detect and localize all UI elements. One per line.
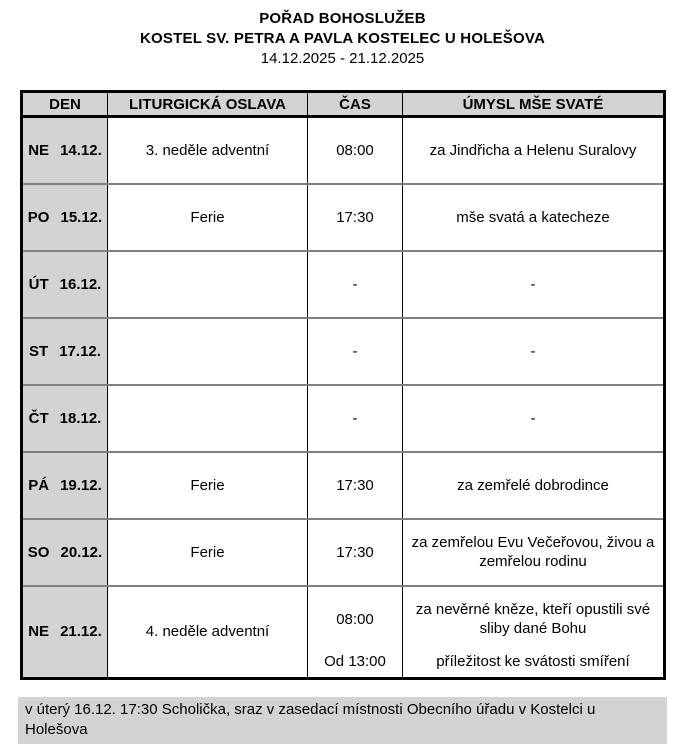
footer-note: v úterý 16.12. 17:30 Scholička, sraz v zasedací místnosti Obecního úřadu v Kostelci u Holešova <box>18 697 667 744</box>
day-cell <box>22 117 108 184</box>
mass-schedule-table <box>20 90 666 680</box>
time-cell: 17:30 <box>308 452 403 519</box>
day-abbr: PÁ <box>28 476 50 494</box>
day-cell <box>22 385 108 452</box>
intention-cell: - <box>403 318 665 385</box>
celebration-cell <box>108 318 308 385</box>
time-cell <box>308 586 403 679</box>
intention-cell: - <box>403 385 665 452</box>
col-header-celebration: LITURGICKÁ OSLAVA <box>108 92 308 117</box>
col-header-day: DEN <box>22 92 108 117</box>
table-row <box>22 519 665 586</box>
time-morning: 08:00 <box>336 610 374 628</box>
day-date: 19.12. <box>60 476 102 494</box>
celebration-cell: Ferie <box>108 184 308 251</box>
day-date: 20.12. <box>60 543 103 561</box>
celebration-cell <box>108 385 308 452</box>
celebration-cell: Ferie <box>108 452 308 519</box>
intention-cell <box>403 586 665 679</box>
day-date: 17.12. <box>59 342 101 360</box>
col-header-time: ČAS <box>308 92 403 117</box>
day-abbr: ÚT <box>28 275 49 293</box>
celebration-cell <box>108 251 308 318</box>
day-abbr: PO <box>27 208 50 226</box>
day-date: 18.12. <box>59 409 102 427</box>
day-abbr: NE <box>28 141 50 159</box>
celebration-cell: 4. neděle adventní <box>108 586 308 679</box>
table-row <box>22 184 665 251</box>
day-abbr: ČT <box>28 409 49 427</box>
celebration-cell: 3. neděle adventní <box>108 117 308 184</box>
day-date: 14.12. <box>60 141 102 159</box>
celebration-cell: Ferie <box>108 519 308 586</box>
day-cell <box>22 519 108 586</box>
table-row <box>22 385 665 452</box>
intention-morning: za nevěrné kněze, kteří opustili své sliby dané Bohu <box>415 601 651 637</box>
day-cell <box>22 184 108 251</box>
day-abbr: SO <box>27 543 50 561</box>
day-cell <box>22 452 108 519</box>
document-header <box>0 0 685 69</box>
intention-afternoon: příležitost ke svátosti smíření <box>436 652 630 670</box>
page-title: POŘAD BOHOSLUŽEB <box>259 10 426 27</box>
day-date: 16.12. <box>59 275 102 293</box>
time-cell: 17:30 <box>308 184 403 251</box>
table-row <box>22 452 665 519</box>
day-abbr: NE <box>28 623 50 640</box>
time-afternoon: Od 13:00 <box>324 652 386 670</box>
time-cell: 17:30 <box>308 519 403 586</box>
intention-cell: za zemřelé dobrodince <box>403 452 665 519</box>
day-cell <box>22 318 108 385</box>
time-cell: - <box>308 385 403 452</box>
time-cell: - <box>308 318 403 385</box>
col-header-intention: ÚMYSL MŠE SVATÉ <box>403 92 665 117</box>
day-date: 15.12. <box>60 208 103 226</box>
day-abbr: ST <box>29 342 49 360</box>
table-row <box>22 318 665 385</box>
date-range: 14.12.2025 - 21.12.2025 <box>260 50 425 67</box>
church-name: KOSTEL SV. PETRA A PAVLA KOSTELEC U HOLEŠOVA <box>140 30 545 47</box>
intention-cell: za Jindřicha a Helenu Suralovy <box>403 117 665 184</box>
table-header-row <box>22 92 665 117</box>
time-cell: 08:00 <box>308 117 403 184</box>
day-cell <box>22 251 108 318</box>
table-row <box>22 586 665 679</box>
time-cell: - <box>308 251 403 318</box>
intention-cell: - <box>403 251 665 318</box>
table-row <box>22 117 665 184</box>
intention-cell: mše svatá a katecheze <box>403 184 665 251</box>
day-date: 21.12. <box>60 623 102 640</box>
intention-cell: za zemřelou Evu Večeřovou, živou a zemřelou rodinu <box>403 519 665 586</box>
table-row <box>22 251 665 318</box>
day-cell <box>22 586 108 679</box>
